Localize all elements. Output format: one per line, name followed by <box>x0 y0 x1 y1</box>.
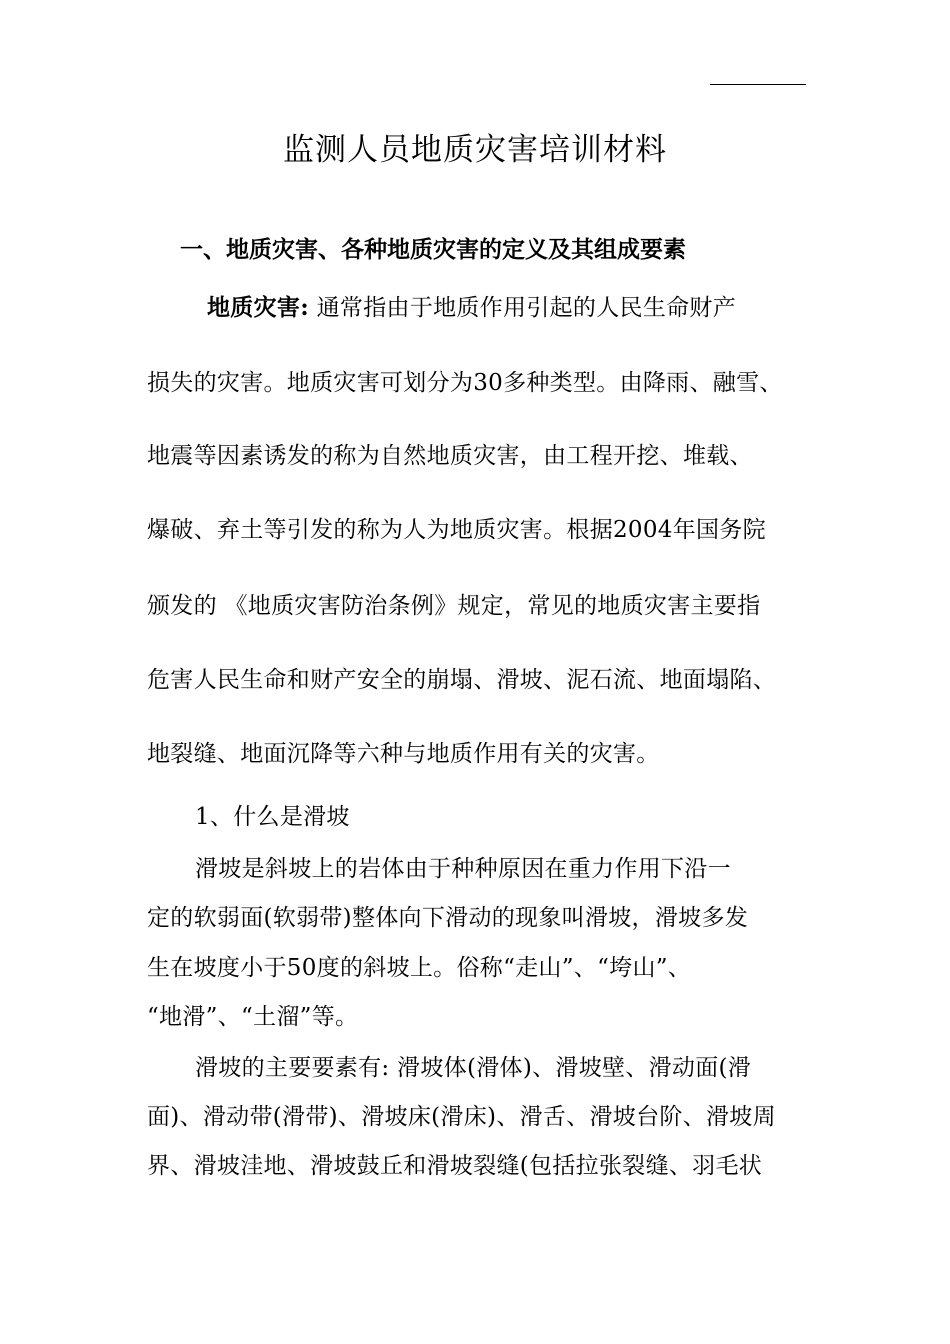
subsection-heading: 1、什么是滑坡 <box>195 804 350 830</box>
paragraph-line: 界、滑坡洼地、滑坡鼓丘和滑坡裂缝(包括拉张裂缝、羽毛状 <box>147 1153 763 1179</box>
paragraph-line: 滑坡是斜坡上的岩体由于种种原因在重力作用下沿一 <box>195 856 731 882</box>
definition-term: 地质灾害: <box>207 294 309 321</box>
header-rule <box>710 84 806 85</box>
paragraph-line: “地滑”、“土溜”等。 <box>147 1004 359 1030</box>
definition-line: 颁发的 《地质灾害防治条例》规定，常见的地质灾害主要指 <box>147 593 761 619</box>
paragraph-line: 面)、滑动带(滑带)、滑坡床(滑床)、滑舌、滑坡台阶、滑坡周 <box>147 1104 776 1130</box>
paragraph-line: 定的软弱面(软弱带)整体向下滑动的现象叫滑坡，滑坡多发 <box>147 905 749 931</box>
paragraph-line: 滑坡的主要要素有: 滑坡体(滑体)、滑坡壁、滑动面(滑 <box>195 1055 752 1081</box>
paragraph-line: 生在坡度小于50度的斜坡上。俗称“走山”、“垮山”、 <box>147 955 692 981</box>
definition-line: 损失的灾害。地质灾害可划分为30多种类型。由降雨、融雪、 <box>147 370 783 396</box>
definition-line: 地震等因素诱发的称为自然地质灾害，由工程开挖、堆载、 <box>147 443 753 469</box>
definition-line: 危害人民生命和财产安全的崩塌、滑坡、泥石流、地面塌陷、 <box>147 667 777 693</box>
definition-first-line <box>207 288 736 328</box>
document-title: 监测人员地质灾害培训材料 <box>283 132 667 168</box>
definition-line: 通常指由于地质作用引起的人民生命财产 <box>316 295 737 321</box>
definition-line: 爆破、弃土等引发的称为人为地质灾害。根据2004年国务院 <box>147 517 766 543</box>
section-heading: 一、地质灾害、各种地质灾害的定义及其组成要素 <box>180 236 686 263</box>
definition-line: 地裂缝、地面沉降等六种与地质作用有关的灾害。 <box>147 741 660 767</box>
